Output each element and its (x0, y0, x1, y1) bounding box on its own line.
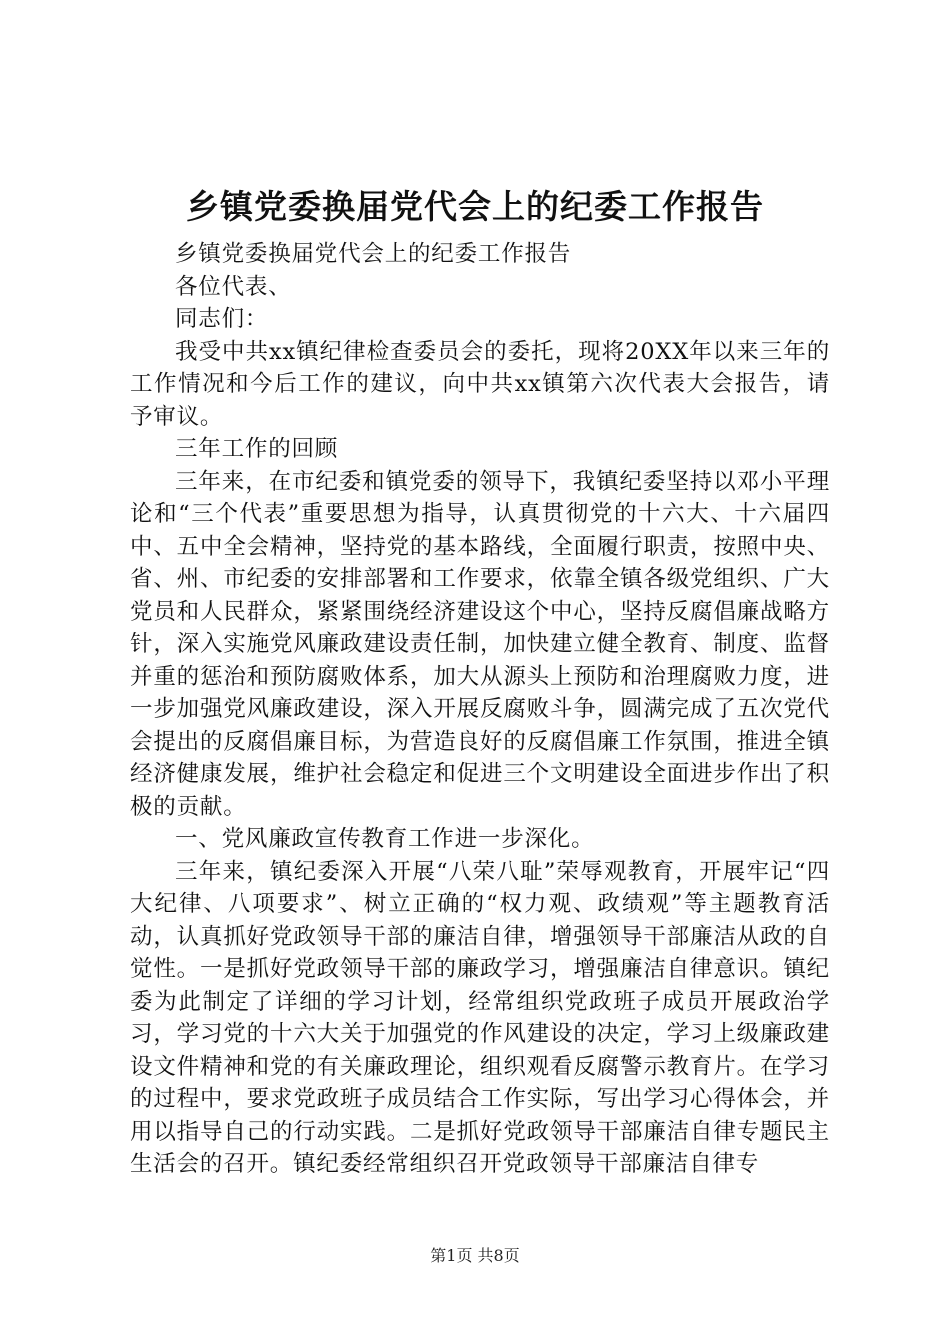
document-body (130, 238, 830, 1181)
review-paragraph: 三年来，在市纪委和镇党委的领导下，我镇纪委坚持以邓小平理论和“三个代表”重要思想为指导，认真贯彻党的十六大、十六届四中、五中全会精神，坚持党的基本路线，全面履行职责，按照中央、省、州、市纪委的安排部署和工作要求，依靠全镇各级党组织、广大党员和人民群众，紧紧围绕经济建设这个中心，坚持反腐倡廉战略方针，深入实施党风廉政建设责任制，加快建立健全教育、制度、监督并重的惩治和预防腐败体系，加大从源头上预防和治理腐败力度，进一步加强党风廉政建设，深入开展反腐败斗争，圆满完成了五次党代会提出的反腐倡廉目标，为营造良好的反腐倡廉工作氛围，推进全镇经济健康发展，维护社会稳定和促进三个文明建设全面进步作出了积极的贡献。 (130, 468, 830, 820)
intro-paragraph: 我受中共xx镇纪律检查委员会的委托，现将20XX年以来三年的工作情况和今后工作的建议，向中共xx镇第六次代表大会报告，请予审议。 (130, 338, 830, 430)
salutation-comrades: 同志们： (175, 306, 269, 332)
subtitle-paragraph: 乡镇党委换届党代会上的纪委工作报告 (175, 241, 572, 267)
section-heading-education: 一、党风廉政宣传教育工作进一步深化。 (175, 826, 595, 852)
page-number-footer: 第1页 共8页 (430, 1246, 520, 1265)
document-title: 乡镇党委换届党代会上的纪委工作报告 (186, 187, 764, 226)
education-paragraph: 三年来，镇纪委深入开展“八荣八耻”荣辱观教育，开展牢记“四大纪律、八项要求”、树立正确的“权力观、政绩观”等主题教育活动，认真抓好党政领导干部的廉洁自律，增强领导干部廉洁从政的自觉性。一是抓好党政领导干部的廉政学习，增强廉洁自律意识。镇纪委为此制定了详细的学习计划，经常组织党政班子成员开展政治学习，学习党的十六大关于加强党的作风建设的决定，学习上级廉政建设文件精神和党的有关廉政理论，组织观看反腐警示教育片。在学习的过程中，要求党政班子成员结合工作实际，写出学习心得体会，并用以指导自己的行动实践。二是抓好党政领导干部廉洁自律专题民主生活会的召开。镇纪委经常组织召开党政领导干部廉洁自律专 (130, 858, 830, 1177)
salutation-delegates: 各位代表、 (175, 273, 292, 300)
section-heading-review: 三年工作的回顾 (175, 436, 339, 462)
